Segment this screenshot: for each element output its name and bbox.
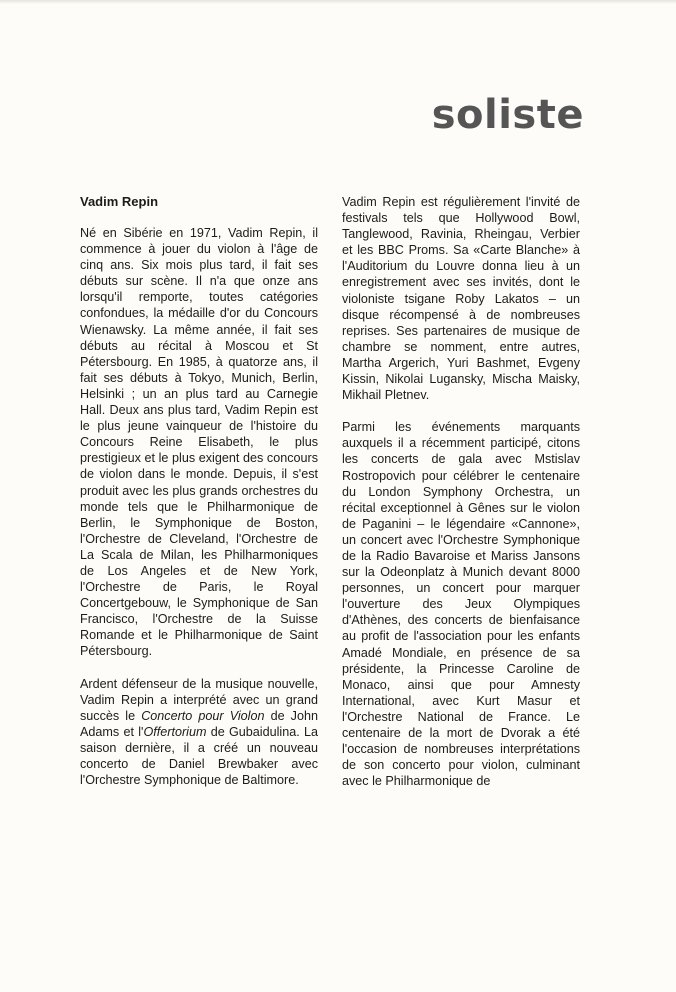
- right-column: [342, 194, 580, 805]
- paragraph: Né en Sibérie en 1971, Vadim Repin, il commence à jouer du violon à l'âge de cinq ans. Six mois plus tard, il fait ses débuts sur scène. Il n'a que onze ans lorsqu'il remporte, toutes catégories confondues, la médaille d'or du Concours Wienawsky. La même année, il fait ses débuts au récital à Moscou et St Pétersbourg. En 1985, à quatorze ans, il fait ses débuts à Tokyo, Munich, Berlin, Helsinki ; un an plus tard au Carnegie Hall. Deux ans plus tard, Vadim Repin est le plus jeune vainqueur de l'histoire du Concours Reine Elisabeth, le plus prestigieux et le plus exigent des concours de violon dans le monde. Depuis, il s'est produit avec les plus grands orchestres du monde tels que le Philharmonique de Berlin, le Symphonique de Boston, l'Orchestre de Cleveland, l'Orchestre de La Scala de Milan, les Philharmoniques de Los Angeles et de New York, l'Orchestre de Paris, le Royal Concertgebouw, le Symphonique de San Francisco, l'Orchestre de la Suisse Romande et le Philharmonique de Saint Pétersbourg.: [80, 226, 318, 659]
- work-title: Offertorium: [143, 724, 207, 739]
- text-run: Ardent défenseur de la musique nouvelle, Vadim Repin a interprété avec un grand succès le: [80, 676, 318, 723]
- text-run: de John Adams et l': [80, 708, 318, 739]
- left-column: [80, 194, 318, 804]
- paragraph-with-italics: [80, 676, 318, 789]
- text-run: de Gubaidulina. La saison dernière, il a créé un nouveau concerto de Daniel Brewbaker avec l'Orchestre Symphonique de Baltimore.: [80, 724, 318, 788]
- scan-edge: [0, 0, 676, 4]
- work-title: Concerto pour Violon: [141, 708, 265, 723]
- paragraph: Vadim Repin est régulièrement l'invité de festivals tels que Hollywood Bowl, Tanglewood, Ravinia, Rheingau, Verbier et les BBC Proms. Sa «Carte Blanche» à l'Auditorium du Louvre donna lieu à un enregistrement avec ses invités, dont le violoniste tsigane Roby Lakatos – un disque récompensé à de nombreuses reprises. Ses partenaires de musique de chambre se nomment, entre autres, Martha Argerich, Yuri Bashmet, Evgeny Kissin, Nikolai Lugansky, Mischa Maisky, Mikhail Pletnev.: [342, 195, 580, 403]
- article-heading: Vadim Repin: [80, 194, 159, 209]
- section-title: soliste: [431, 92, 584, 138]
- paragraph: Parmi les événements marquants auxquels il a récemment participé, citons les concerts de gala avec Mstislav Rostropovich pour célébrer le centenaire du London Symphony Orchestra, un récital exceptionnel à Gênes sur le violon de Paganini – le légendaire «Cannone», un concert avec l'Orchestre Symphonique de la Radio Bavaroise et Mariss Jansons sur la Odeonplatz à Munich devant 8000 personnes, un concert pour marquer l'ouverture des Jeux Olympiques d'Athènes, des concerts de bienfaisance au profit de l'association pour les enfants Amadé Mondiale, en présence de sa présidente, la Princesse Caroline de Monaco, ainsi que pour Amnesty International, avec Kurt Masur et l'Orchestre National de France. Le centenaire de la mort de Dvorak a été l'occasion de nombreuses interprétations de son concerto pour violon, culminant avec le Philharmonique de: [342, 420, 580, 789]
